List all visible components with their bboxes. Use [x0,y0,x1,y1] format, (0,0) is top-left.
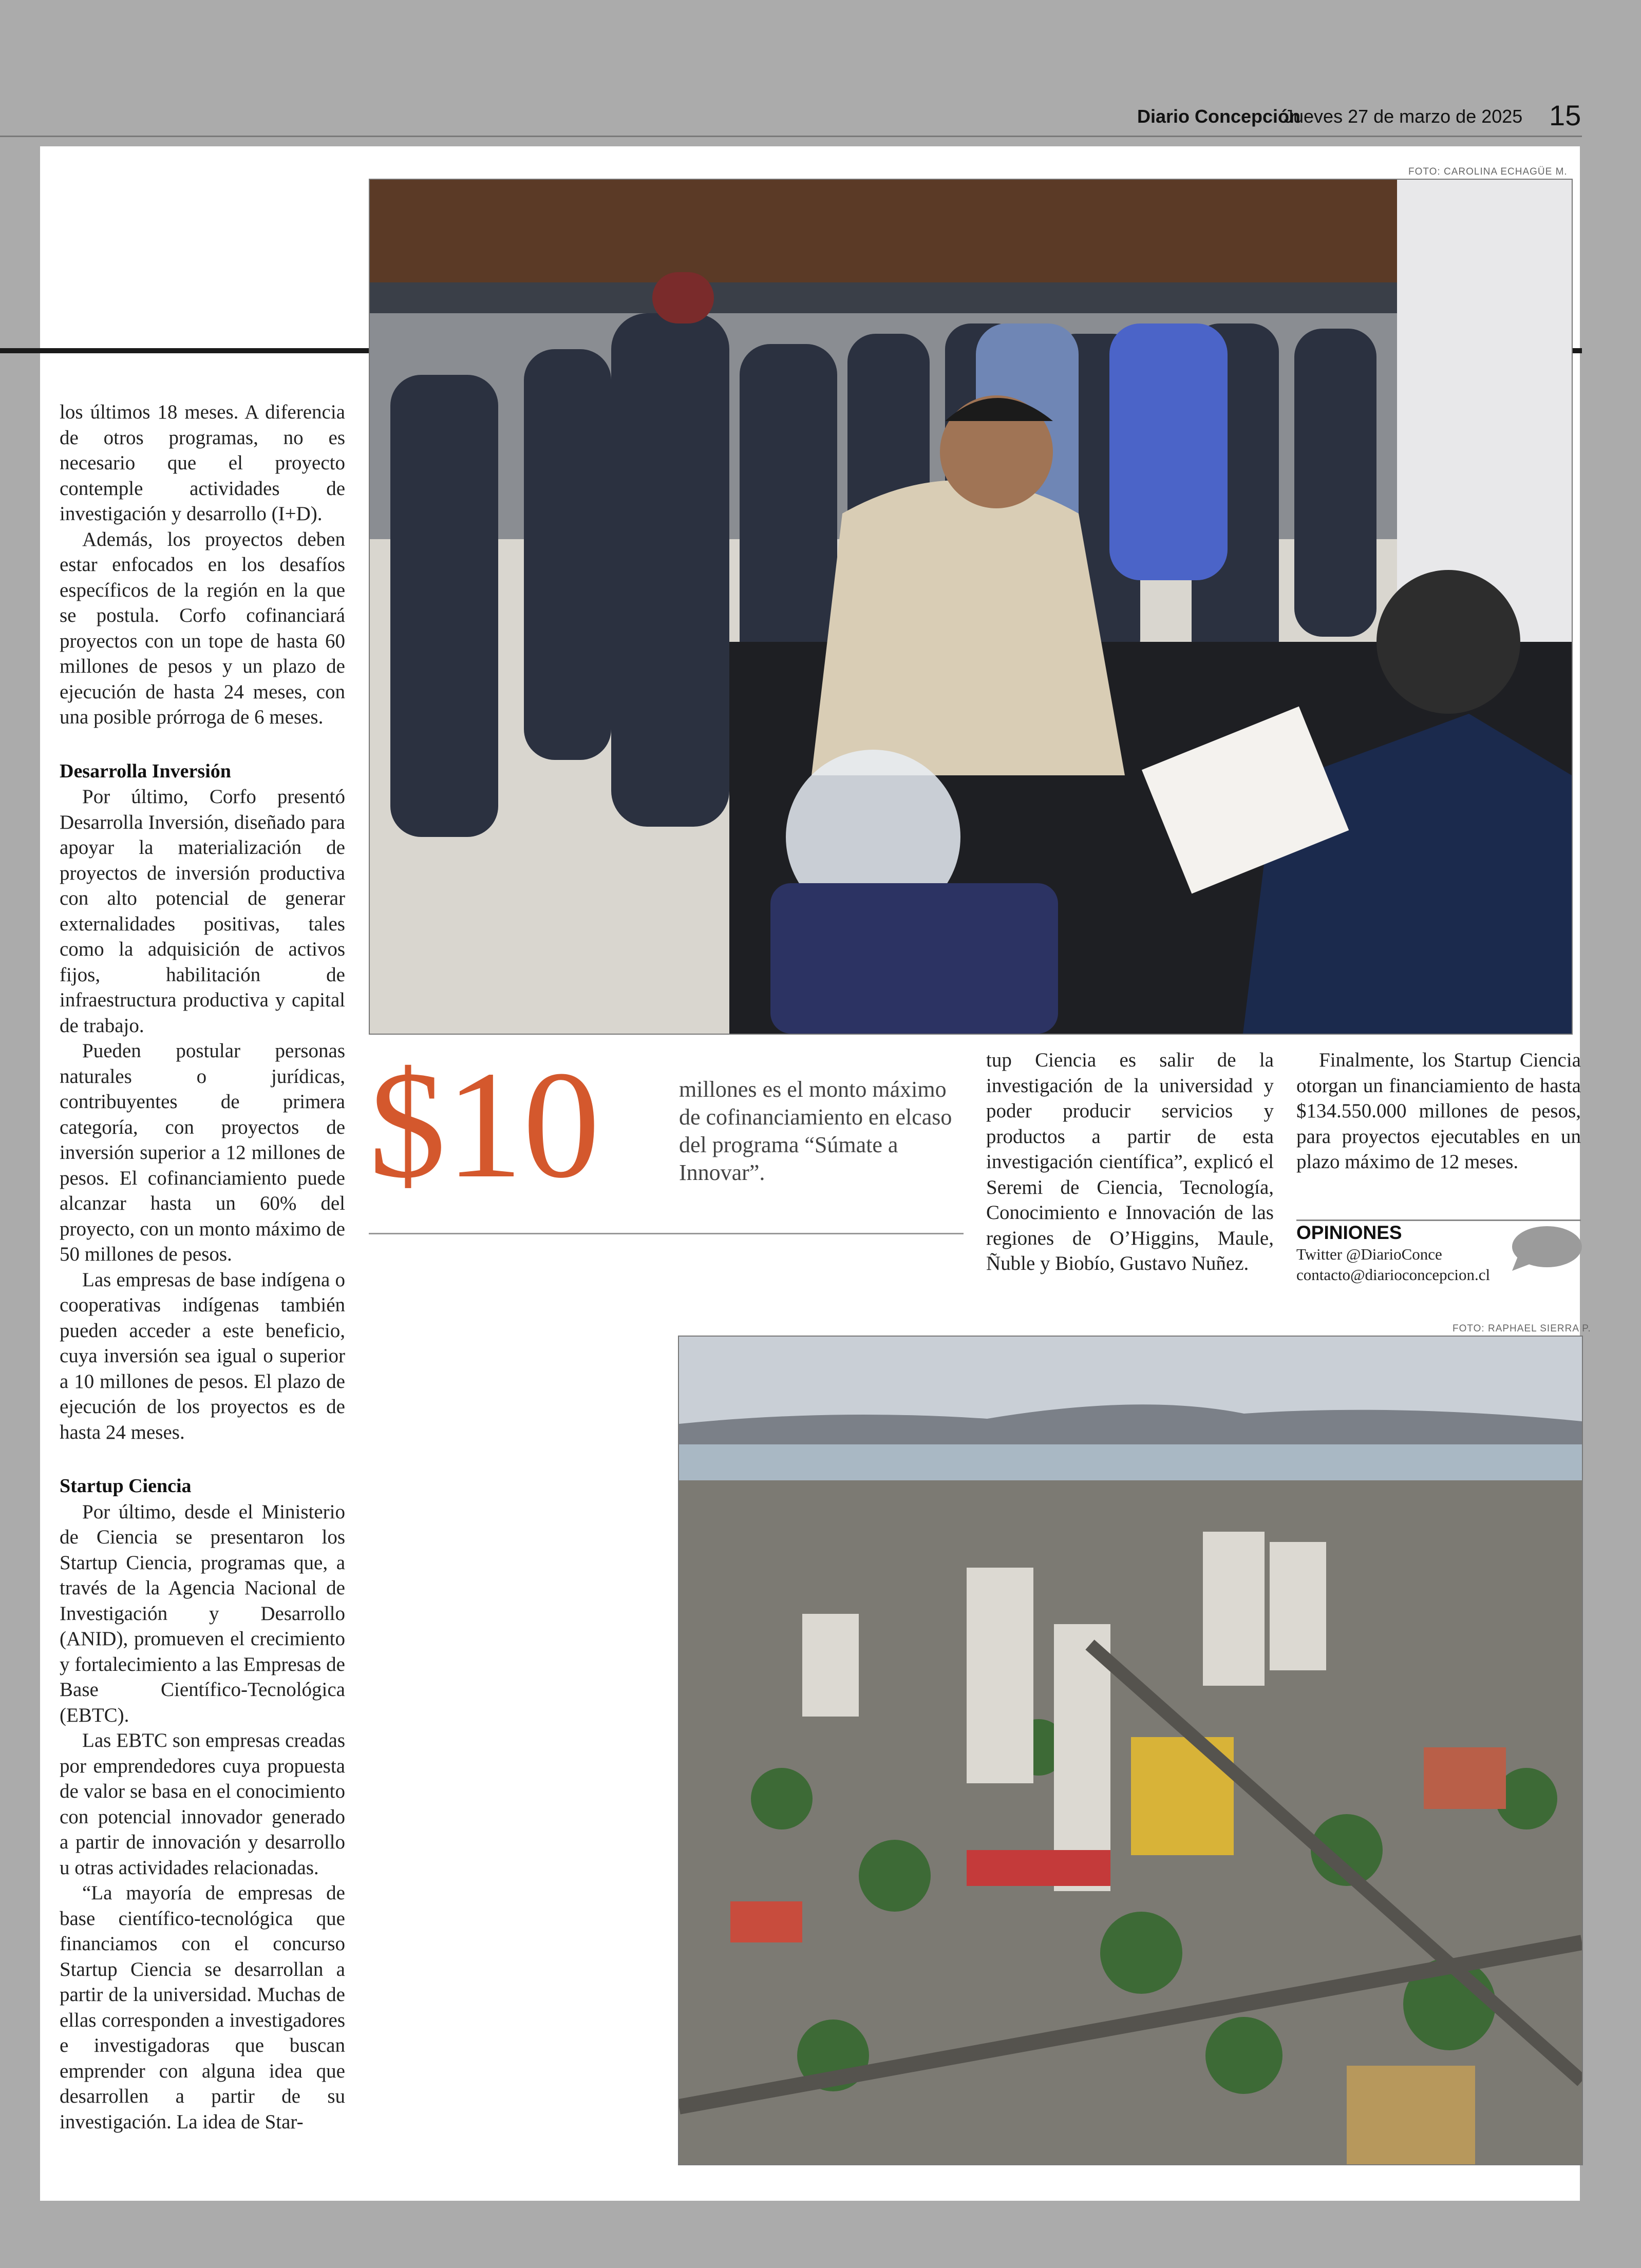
paragraph: Finalmente, los Startup Ciencia otorgan un financiamiento de hasta $134.550.000 millones de pesos, para proyectos ejecutables en un plazo máximo de 12 meses. [1296,1049,1581,1173]
right-column [1296,1047,1581,1175]
event-photo-illustration [370,180,1572,1034]
speech-bubble-icon [1509,1225,1583,1273]
subheading-desarrolla-inversion: Desarrolla Inversión [60,760,231,782]
city-photo [678,1336,1583,2165]
paragraph: tup Ciencia es salir de la investigación de la universidad y poder producir servicios y productos a partir de esta investigación científica”, explicó el Seremi de Ciencia, Tecnología, Conocimiento e Innovación de las regiones de O’Higgins, Maule, Ñuble y Biobío, Gustavo Nuñez. [986,1049,1274,1274]
left-column [60,399,345,2134]
photo-credit-bottom: FOTO: RAPHAEL SIERRA P. [1453,1323,1591,1334]
event-photo [369,179,1573,1035]
paragraph: los últimos 18 meses. A diferencia de otros programas, no es necesario que el proyecto contemple actividades de investigación y desarrollo (I+D). [60,401,345,525]
paragraph: Las EBTC son empresas creadas por emprendedores cuya propuesta de valor se basa en el conocimiento con potencial innovador generado a partir de innovación y desarrollo u otras actividades relacionadas. [60,1729,345,1879]
page-number: 15 [1549,99,1581,131]
highlight-caption: millones es el monto máximo de cofinanciamiento en elcaso del programa “Súmate a Innovar”. [679,1077,952,1185]
paragraph: Pueden postular personas naturales o jurídicas, contribuyentes de primera categoría, con proyectos de inversión superior a 12 millones de pesos. El cofinanciamiento puede alcanzar hasta un 60% del proyecto, con un monto máximo de 50 millones de pesos. [60,1040,345,1265]
header-rule [0,136,1582,137]
opinions-title: OPINIONES [1296,1222,1402,1243]
paragraph: “La mayoría de empresas de base científico-tecnológica que financiamos con el concurso Startup Ciencia se desarrollan a partir de la universidad. Muchas de ellas corresponden a investigadores e investigadoras que buscan emprender con alguna idea que desarrollen a partir de su investigación. La idea de Star- [60,1882,345,2133]
newspaper-brand: Diario Concepción [1137,106,1301,127]
highlight-rule [369,1233,964,1234]
opinions-rule [1296,1219,1581,1221]
opinions-email: contacto@diarioconcepcion.cl [1296,1266,1491,1284]
paragraph: Las empresas de base indígena o cooperativas indígenas también pueden acceder a este beneficio, cuya inversión sea igual o superior a 10 millones de pesos. El plazo de ejecución de los proyectos es de hasta 24 meses. [60,1268,345,1443]
city-photo-illustration [679,1337,1582,2164]
photo-credit-top: FOTO: CAROLINA ECHAGÜE M. [1408,166,1568,177]
middle-column [986,1047,1274,1276]
opinions-twitter: Twitter @DiarioConce [1296,1245,1442,1263]
paragraph: Por último, desde el Ministerio de Ciencia se presentaron los Startup Ciencia, programas que, a través de la Agencia Nacional de Investigación y Desarrollo (ANID), promueven el crecimiento y fortalecimiento a las Empresas de Base Científico-Tecnológica (EBTC). [60,1500,345,1726]
paragraph: Por último, Corfo presentó Desarrolla Inversión, diseñado para apoyar la materialización de proyectos de inversión productiva con alto potencial de generar externalidades positivas, tales como la adquisición de activos fijos, habilitación de infraestructura productiva y capital de trabajo. [60,786,345,1037]
highlight-number: $10 [369,1039,600,1210]
publication-date: Jueves 27 de marzo de 2025 [1284,106,1523,127]
paragraph: Además, los proyectos deben estar enfocados en los desafíos específicos de la región en la que se postula. Corfo cofinanciará proyectos con un tope de hasta 60 millones de pesos y un plazo de ejecución de hasta 24 meses, con una posible prórroga de 6 meses. [60,528,345,728]
subheading-startup-ciencia: Startup Ciencia [60,1475,192,1497]
